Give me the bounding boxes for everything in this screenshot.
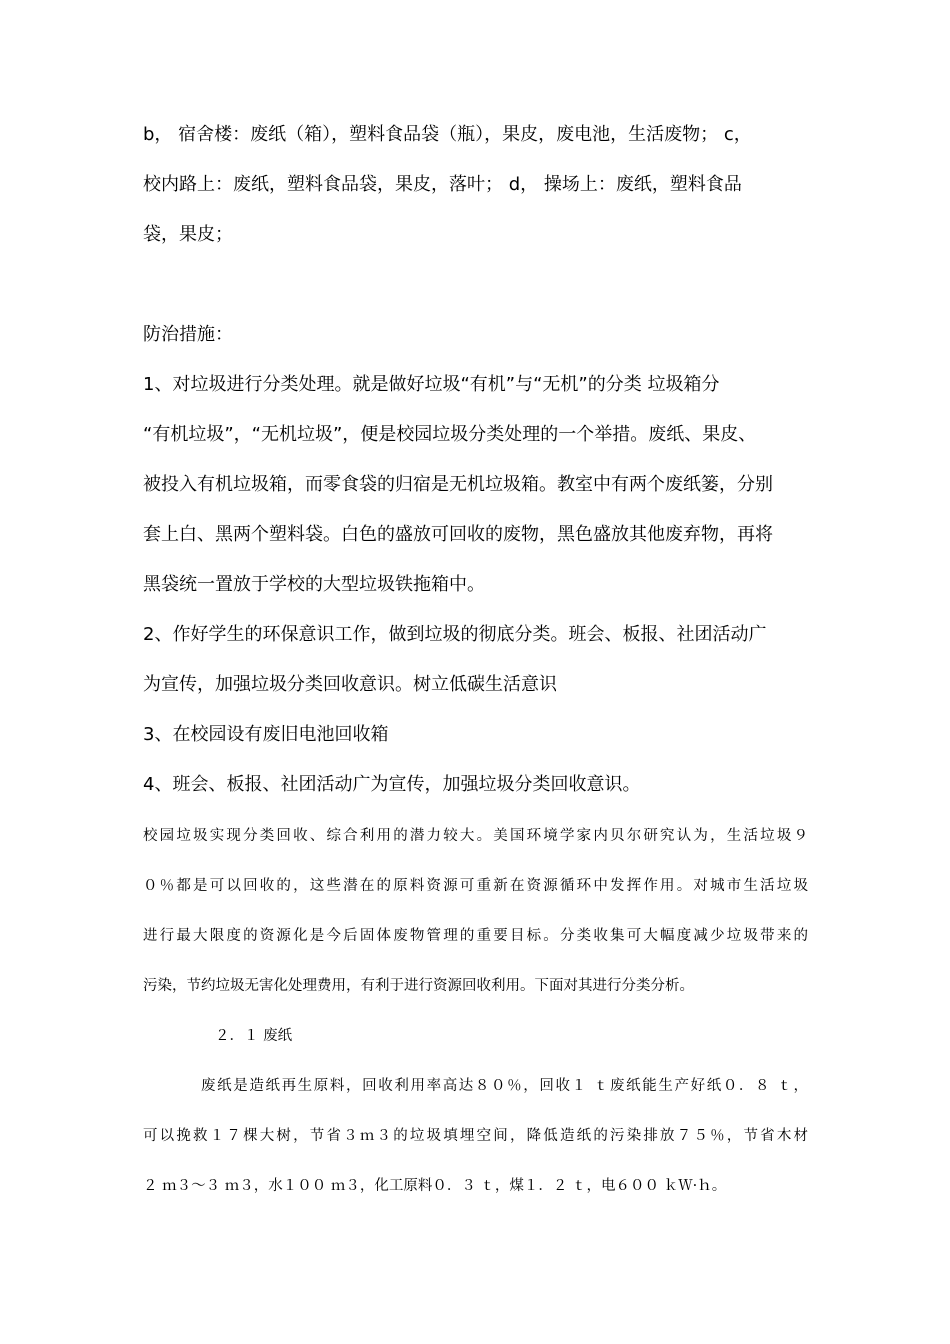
intro-line-2: 校内路上：废纸，塑料食品袋，果皮，落叶； d， 操场上：废纸，塑料食品: [143, 174, 742, 195]
section-line-2: 可以挽救１７棵大树，节省３ｍ３的垃圾填埋空间，降低造纸的污染排放７５％，节省木材: [143, 1128, 808, 1144]
section-line-1: 废纸是造纸再生原料，回收利用率高达８０％，回收１ ｔ废纸能生产好纸０．８ ｔ，: [201, 1078, 808, 1094]
measure-1-line-1: 1、对垃圾进行分类处理。就是做好垃圾“有机”与“无机”的分类 垃圾箱分: [143, 374, 720, 395]
measure-1-line-2: “有机垃圾”，“无机垃圾”，便是校园垃圾分类处理的一个举措。废纸、果皮、: [143, 424, 757, 445]
measure-2-line-1: 2、作好学生的环保意识工作，做到垃圾的彻底分类。班会、板报、社团活动广: [143, 624, 767, 645]
measure-1-line-3: 被投入有机垃圾箱，而零食袋的归宿是无机垃圾箱。教室中有两个废纸篓，分别: [143, 474, 773, 495]
section-line-3: ２ ｍ３～３ ｍ３，水１００ ｍ３，化工原料０．３ ｔ，煤１．２ ｔ，电６００ ｋＷ·ｈ。: [143, 1178, 727, 1194]
measures-heading: 防治措施：: [143, 324, 233, 345]
measure-1-line-5: 黑袋统一置放于学校的大型垃圾铁拖箱中。: [143, 574, 485, 595]
section-heading: ２．１ 废纸: [215, 1028, 293, 1044]
measure-3: 3、在校园设有废旧电池回收箱: [143, 724, 389, 745]
measure-4: 4、班会、板报、社团活动广为宣传，加强垃圾分类回收意识。: [143, 774, 641, 795]
intro-line-3: 袋，果皮；: [143, 224, 233, 245]
analysis-line-2: ０％都是可以回收的，这些潜在的原料资源可重新在资源循环中发挥作用。对城市生活垃圾: [143, 878, 808, 894]
measure-2-line-2: 为宣传，加强垃圾分类回收意识。树立低碳生活意识: [143, 674, 557, 695]
intro-line-1: b， 宿舍楼：废纸（箱），塑料食品袋（瓶），果皮，废电池，生活废物； c，: [143, 124, 752, 145]
measure-1-line-4: 套上白、黑两个塑料袋。白色的盛放可回收的废物，黑色盛放其他废弃物，再将: [143, 524, 773, 545]
analysis-line-1: 校园垃圾实现分类回收、综合利用的潜力较大。美国环境学家内贝尔研究认为，生活垃圾９: [143, 828, 808, 844]
analysis-line-4: 污染，节约垃圾无害化处理费用，有利于进行资源回收利用。下面对其进行分类分析。: [143, 978, 694, 994]
analysis-line-3: 进行最大限度的资源化是今后固体废物管理的重要目标。分类收集可大幅度减少垃圾带来的: [143, 928, 808, 944]
